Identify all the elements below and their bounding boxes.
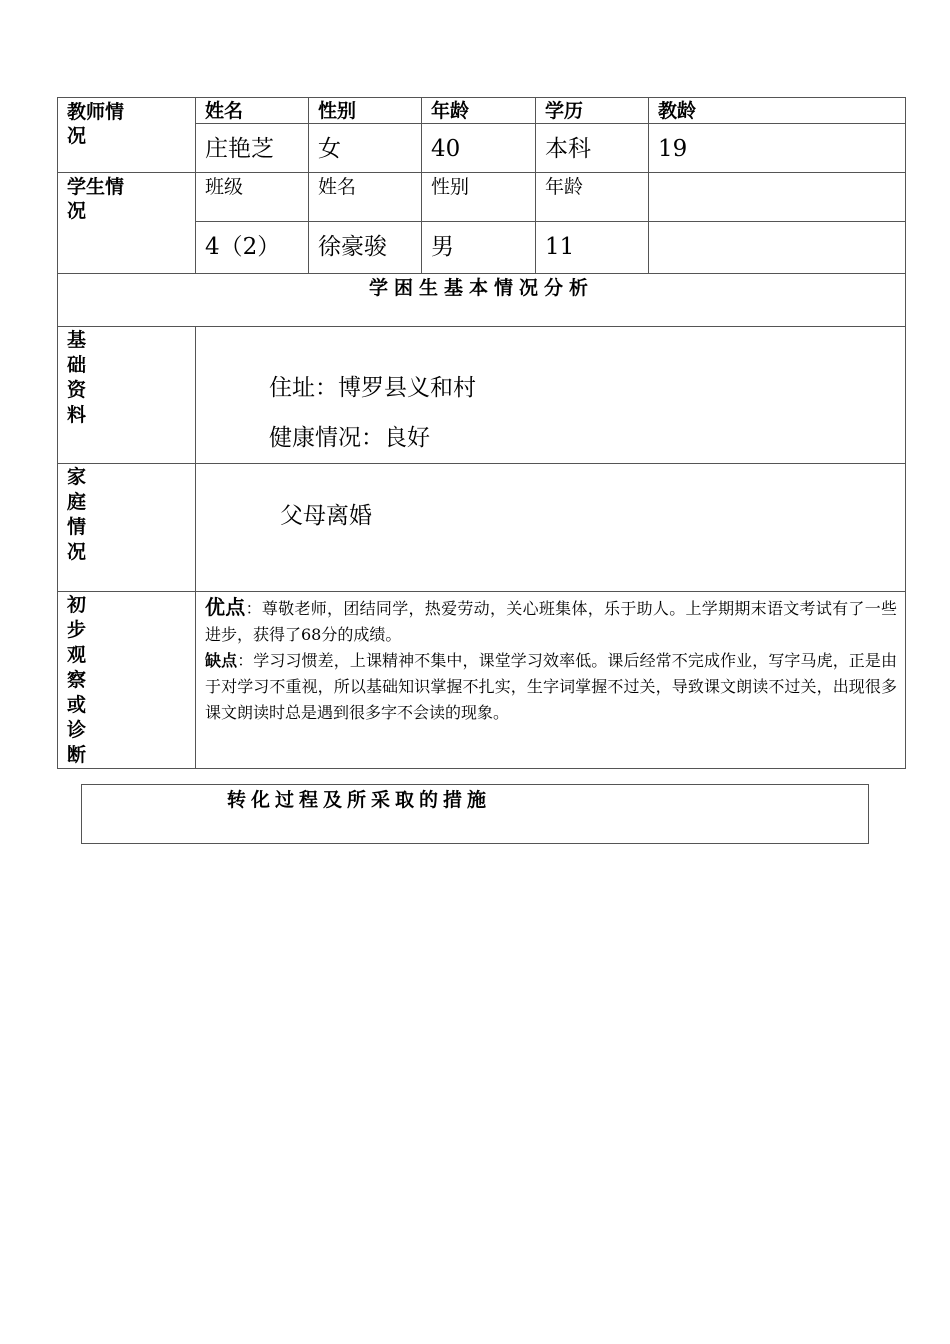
student-gender: 男 [422,222,536,274]
strengths-text: ：尊敬老师，团结同学，热爱劳动，关心班集体，乐于助人。上学期期末语文考试有了一些进步，获得了68分的成绩。 [205,599,897,644]
family-label: 家庭情况 [58,464,196,592]
student-header-age: 年龄 [536,173,649,222]
teacher-header-gender: 性别 [309,98,422,124]
student-row-label: 学生情况 [58,173,196,274]
strengths-label: 优点 [205,595,246,619]
teacher-age: 40 [422,124,536,173]
weakness-label: 缺点 [205,651,238,670]
observation-strengths [205,594,897,648]
basic-info-label: 基础资料 [58,327,196,464]
family-text: 父母离婚 [196,464,906,592]
teacher-header-teaching-years: 教龄 [649,98,906,124]
teacher-header-age: 年龄 [422,98,536,124]
observation-weakness [205,648,897,726]
student-value-empty [649,222,906,274]
student-age: 11 [536,222,649,274]
basic-info-content [196,327,906,464]
observation-row [58,592,906,769]
analysis-title: 学困生基本情况分析 [58,274,906,327]
teacher-teaching-years: 19 [649,124,906,173]
teacher-education: 本科 [536,124,649,173]
teacher-header-row [58,98,906,124]
measures-title: 转化过程及所采取的措施 [227,789,492,811]
weakness-text: ：学习习惯差，上课精神不集中，课堂学习效率低。课后经常不完成作业，写字马虎，正是由于对学习不重视，所以基础知识掌握不扎实，生字词掌握不过关，导致课文朗读不过关，出现很多课文朗读时总是遇到很多字不会读的现象。 [205,651,897,722]
student-header-gender: 性别 [422,173,536,222]
teacher-row-label: 教师情况 [58,98,196,173]
observation-label: 初步观察或诊断 [58,592,196,769]
student-header-class: 班级 [196,173,309,222]
student-profile-table [57,97,906,769]
family-row [58,464,906,592]
student-name: 徐豪骏 [309,222,422,274]
student-header-row [58,173,906,222]
teacher-header-education: 学历 [536,98,649,124]
student-class: 4（2） [196,222,309,274]
teacher-gender: 女 [309,124,422,173]
teacher-header-name: 姓名 [196,98,309,124]
measures-box [81,784,869,844]
analysis-title-row [58,274,906,327]
teacher-name: 庄艳芝 [196,124,309,173]
student-header-name: 姓名 [309,173,422,222]
observation-content [196,592,906,769]
student-header-empty [649,173,906,222]
basic-info-health: 健康情况：良好 [269,425,430,451]
basic-info-address: 住址：博罗县义和村 [269,375,476,401]
basic-info-row [58,327,906,464]
